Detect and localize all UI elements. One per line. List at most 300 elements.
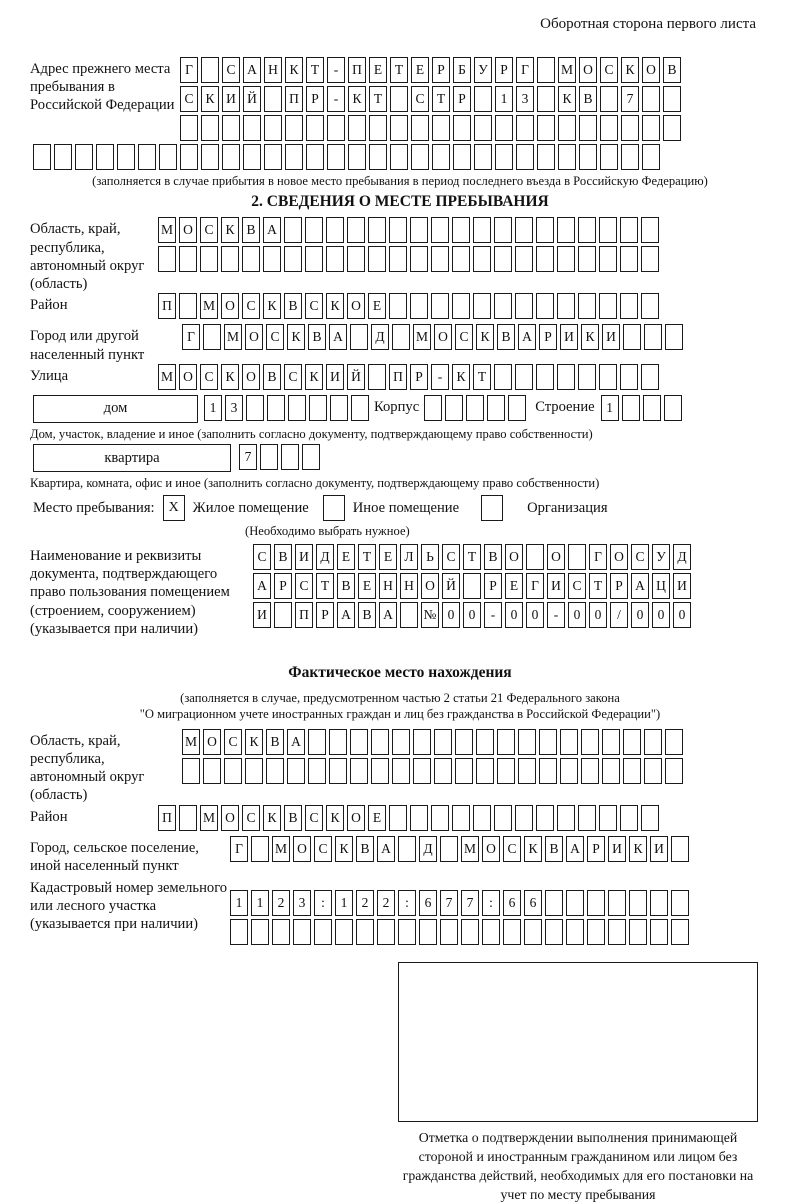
char-cell[interactable]	[536, 805, 554, 831]
char-cell[interactable]: С	[224, 729, 242, 755]
char-cell[interactable]	[410, 805, 428, 831]
char-cell[interactable]	[398, 836, 416, 862]
char-cell[interactable]: К	[263, 805, 281, 831]
char-cell[interactable]: С	[200, 217, 218, 243]
char-cell[interactable]	[351, 395, 369, 421]
char-cell[interactable]	[461, 919, 479, 945]
char-cell[interactable]	[516, 144, 534, 170]
char-cell[interactable]: А	[329, 324, 347, 350]
char-cell[interactable]	[557, 805, 575, 831]
char-cell[interactable]: С	[503, 836, 521, 862]
char-cell[interactable]	[413, 729, 431, 755]
char-cell[interactable]	[267, 395, 285, 421]
char-cell[interactable]	[431, 246, 449, 272]
char-cell[interactable]	[348, 144, 366, 170]
char-cell[interactable]: М	[558, 57, 576, 83]
char-cell[interactable]	[201, 115, 219, 141]
char-cell[interactable]: А	[518, 324, 536, 350]
char-cell[interactable]: И	[222, 86, 240, 112]
char-cell[interactable]: К	[581, 324, 599, 350]
char-cell[interactable]	[371, 729, 389, 755]
char-cell[interactable]: В	[497, 324, 515, 350]
apartment-box[interactable]: квартира	[33, 444, 231, 472]
char-cell[interactable]: О	[221, 805, 239, 831]
char-cell[interactable]: О	[610, 544, 628, 570]
char-cell[interactable]	[643, 395, 661, 421]
char-cell[interactable]	[453, 115, 471, 141]
char-cell[interactable]: Ь	[421, 544, 439, 570]
char-cell[interactable]	[293, 919, 311, 945]
stay-type-checkbox-org[interactable]	[481, 495, 503, 521]
char-cell[interactable]	[515, 246, 533, 272]
house-box[interactable]: дом	[33, 395, 198, 423]
char-cell[interactable]: В	[284, 293, 302, 319]
char-cell[interactable]	[566, 919, 584, 945]
char-cell[interactable]: 0	[652, 602, 670, 628]
char-cell[interactable]: Г	[180, 57, 198, 83]
char-cell[interactable]	[350, 324, 368, 350]
char-cell[interactable]	[455, 758, 473, 784]
char-cell[interactable]	[33, 144, 51, 170]
char-cell[interactable]: Т	[306, 57, 324, 83]
char-cell[interactable]: Е	[369, 57, 387, 83]
char-cell[interactable]	[482, 919, 500, 945]
char-cell[interactable]	[201, 144, 219, 170]
char-cell[interactable]: :	[314, 890, 332, 916]
char-cell[interactable]	[369, 115, 387, 141]
char-cell[interactable]	[629, 919, 647, 945]
char-cell[interactable]	[579, 144, 597, 170]
char-cell[interactable]: К	[558, 86, 576, 112]
char-cell[interactable]: :	[398, 890, 416, 916]
char-cell[interactable]	[266, 758, 284, 784]
char-cell[interactable]: 1	[251, 890, 269, 916]
char-cell[interactable]: В	[242, 217, 260, 243]
char-cell[interactable]: 3	[293, 890, 311, 916]
char-cell[interactable]	[54, 144, 72, 170]
char-cell[interactable]: К	[201, 86, 219, 112]
char-cell[interactable]	[537, 86, 555, 112]
char-cell[interactable]	[557, 246, 575, 272]
char-cell[interactable]: 2	[356, 890, 374, 916]
char-cell[interactable]	[434, 758, 452, 784]
char-cell[interactable]	[566, 890, 584, 916]
char-cell[interactable]	[377, 919, 395, 945]
char-cell[interactable]: Р	[539, 324, 557, 350]
char-cell[interactable]	[96, 144, 114, 170]
char-cell[interactable]	[650, 919, 668, 945]
char-cell[interactable]	[599, 293, 617, 319]
char-cell[interactable]: С	[180, 86, 198, 112]
char-cell[interactable]: И	[608, 836, 626, 862]
char-cell[interactable]: А	[631, 573, 649, 599]
char-cell[interactable]	[557, 217, 575, 243]
char-cell[interactable]	[287, 758, 305, 784]
char-cell[interactable]: О	[242, 364, 260, 390]
char-cell[interactable]: М	[461, 836, 479, 862]
char-cell[interactable]	[474, 115, 492, 141]
char-cell[interactable]: И	[602, 324, 620, 350]
char-cell[interactable]	[536, 246, 554, 272]
char-cell[interactable]: О	[293, 836, 311, 862]
char-cell[interactable]	[452, 293, 470, 319]
char-cell[interactable]	[245, 758, 263, 784]
char-cell[interactable]	[578, 246, 596, 272]
char-cell[interactable]	[264, 115, 282, 141]
char-cell[interactable]	[641, 246, 659, 272]
char-cell[interactable]	[264, 86, 282, 112]
char-cell[interactable]: Л	[400, 544, 418, 570]
char-cell[interactable]: И	[295, 544, 313, 570]
char-cell[interactable]: М	[200, 805, 218, 831]
char-cell[interactable]	[431, 217, 449, 243]
char-cell[interactable]	[369, 144, 387, 170]
char-cell[interactable]: О	[482, 836, 500, 862]
char-cell[interactable]	[641, 364, 659, 390]
char-cell[interactable]	[663, 86, 681, 112]
char-cell[interactable]	[452, 246, 470, 272]
char-cell[interactable]: М	[158, 217, 176, 243]
char-cell[interactable]	[347, 246, 365, 272]
char-cell[interactable]: Т	[390, 57, 408, 83]
char-cell[interactable]: П	[158, 293, 176, 319]
char-cell[interactable]	[264, 144, 282, 170]
char-cell[interactable]: 6	[524, 890, 542, 916]
char-cell[interactable]: В	[266, 729, 284, 755]
char-cell[interactable]: 1	[204, 395, 222, 421]
char-cell[interactable]	[476, 729, 494, 755]
char-cell[interactable]	[608, 919, 626, 945]
char-cell[interactable]	[335, 919, 353, 945]
char-cell[interactable]	[230, 919, 248, 945]
char-cell[interactable]	[445, 395, 463, 421]
char-cell[interactable]: Н	[264, 57, 282, 83]
char-cell[interactable]: Р	[610, 573, 628, 599]
char-cell[interactable]: Р	[316, 602, 334, 628]
char-cell[interactable]: О	[179, 364, 197, 390]
char-cell[interactable]	[545, 890, 563, 916]
char-cell[interactable]: К	[524, 836, 542, 862]
char-cell[interactable]	[389, 246, 407, 272]
char-cell[interactable]	[537, 144, 555, 170]
char-cell[interactable]	[641, 217, 659, 243]
char-cell[interactable]	[644, 324, 662, 350]
char-cell[interactable]	[389, 805, 407, 831]
char-cell[interactable]	[642, 144, 660, 170]
char-cell[interactable]: А	[566, 836, 584, 862]
char-cell[interactable]	[560, 758, 578, 784]
char-cell[interactable]: О	[642, 57, 660, 83]
char-cell[interactable]: 1	[335, 890, 353, 916]
char-cell[interactable]	[587, 890, 605, 916]
char-cell[interactable]	[440, 836, 458, 862]
char-cell[interactable]	[452, 805, 470, 831]
char-cell[interactable]: Т	[369, 86, 387, 112]
char-cell[interactable]: Е	[368, 293, 386, 319]
char-cell[interactable]	[671, 919, 689, 945]
char-cell[interactable]	[243, 115, 261, 141]
char-cell[interactable]: О	[347, 293, 365, 319]
char-cell[interactable]: 7	[440, 890, 458, 916]
char-cell[interactable]	[434, 729, 452, 755]
char-cell[interactable]	[641, 293, 659, 319]
char-cell[interactable]: Е	[337, 544, 355, 570]
char-cell[interactable]	[390, 115, 408, 141]
char-cell[interactable]	[642, 115, 660, 141]
char-cell[interactable]	[368, 364, 386, 390]
char-cell[interactable]: С	[284, 364, 302, 390]
char-cell[interactable]: В	[484, 544, 502, 570]
char-cell[interactable]	[281, 444, 299, 470]
char-cell[interactable]: С	[314, 836, 332, 862]
char-cell[interactable]: Е	[411, 57, 429, 83]
char-cell[interactable]: К	[287, 324, 305, 350]
char-cell[interactable]	[663, 115, 681, 141]
char-cell[interactable]	[251, 919, 269, 945]
char-cell[interactable]	[621, 144, 639, 170]
char-cell[interactable]	[432, 144, 450, 170]
char-cell[interactable]	[557, 293, 575, 319]
char-cell[interactable]	[600, 86, 618, 112]
char-cell[interactable]: С	[568, 573, 586, 599]
char-cell[interactable]	[392, 729, 410, 755]
char-cell[interactable]: О	[547, 544, 565, 570]
char-cell[interactable]	[203, 758, 221, 784]
char-cell[interactable]: -	[547, 602, 565, 628]
char-cell[interactable]	[620, 364, 638, 390]
char-cell[interactable]	[260, 444, 278, 470]
char-cell[interactable]	[390, 144, 408, 170]
char-cell[interactable]: К	[348, 86, 366, 112]
char-cell[interactable]	[329, 758, 347, 784]
char-cell[interactable]	[389, 217, 407, 243]
char-cell[interactable]: С	[222, 57, 240, 83]
char-cell[interactable]	[350, 758, 368, 784]
char-cell[interactable]: Г	[516, 57, 534, 83]
char-cell[interactable]: У	[652, 544, 670, 570]
char-cell[interactable]	[644, 729, 662, 755]
char-cell[interactable]	[599, 364, 617, 390]
char-cell[interactable]	[494, 293, 512, 319]
char-cell[interactable]	[411, 115, 429, 141]
char-cell[interactable]	[578, 364, 596, 390]
char-cell[interactable]	[179, 293, 197, 319]
char-cell[interactable]: М	[224, 324, 242, 350]
char-cell[interactable]: О	[421, 573, 439, 599]
char-cell[interactable]	[620, 217, 638, 243]
char-cell[interactable]: О	[434, 324, 452, 350]
char-cell[interactable]	[665, 324, 683, 350]
char-cell[interactable]: 0	[631, 602, 649, 628]
char-cell[interactable]: Т	[316, 573, 334, 599]
char-cell[interactable]	[622, 395, 640, 421]
stay-type-checkbox-zhiloe[interactable]: X	[163, 495, 185, 521]
char-cell[interactable]	[326, 246, 344, 272]
char-cell[interactable]	[621, 115, 639, 141]
char-cell[interactable]	[650, 890, 668, 916]
char-cell[interactable]: С	[242, 293, 260, 319]
char-cell[interactable]: №	[421, 602, 439, 628]
char-cell[interactable]: С	[411, 86, 429, 112]
char-cell[interactable]: В	[579, 86, 597, 112]
char-cell[interactable]: Г	[526, 573, 544, 599]
char-cell[interactable]	[302, 444, 320, 470]
char-cell[interactable]: Т	[473, 364, 491, 390]
char-cell[interactable]: Д	[316, 544, 334, 570]
char-cell[interactable]: А	[379, 602, 397, 628]
char-cell[interactable]	[602, 758, 620, 784]
char-cell[interactable]	[494, 217, 512, 243]
char-cell[interactable]: Е	[379, 544, 397, 570]
char-cell[interactable]	[179, 246, 197, 272]
char-cell[interactable]	[314, 919, 332, 945]
char-cell[interactable]	[180, 115, 198, 141]
char-cell[interactable]	[284, 246, 302, 272]
char-cell[interactable]: М	[272, 836, 290, 862]
char-cell[interactable]	[568, 544, 586, 570]
char-cell[interactable]	[578, 805, 596, 831]
char-cell[interactable]	[620, 246, 638, 272]
char-cell[interactable]: Е	[358, 573, 376, 599]
char-cell[interactable]	[581, 758, 599, 784]
char-cell[interactable]: Г	[230, 836, 248, 862]
char-cell[interactable]	[503, 919, 521, 945]
char-cell[interactable]	[308, 758, 326, 784]
char-cell[interactable]	[440, 919, 458, 945]
char-cell[interactable]	[518, 758, 536, 784]
char-cell[interactable]: А	[287, 729, 305, 755]
char-cell[interactable]: А	[263, 217, 281, 243]
char-cell[interactable]: С	[266, 324, 284, 350]
char-cell[interactable]	[539, 729, 557, 755]
char-cell[interactable]: 0	[463, 602, 481, 628]
char-cell[interactable]: Р	[484, 573, 502, 599]
char-cell[interactable]	[284, 217, 302, 243]
char-cell[interactable]	[431, 293, 449, 319]
char-cell[interactable]: :	[482, 890, 500, 916]
char-cell[interactable]	[545, 919, 563, 945]
char-cell[interactable]	[602, 729, 620, 755]
char-cell[interactable]	[221, 246, 239, 272]
char-cell[interactable]: О	[221, 293, 239, 319]
char-cell[interactable]: /	[610, 602, 628, 628]
char-cell[interactable]	[620, 293, 638, 319]
char-cell[interactable]	[629, 890, 647, 916]
char-cell[interactable]: Д	[371, 324, 389, 350]
char-cell[interactable]	[536, 293, 554, 319]
char-cell[interactable]	[224, 758, 242, 784]
char-cell[interactable]	[158, 246, 176, 272]
char-cell[interactable]: -	[327, 86, 345, 112]
char-cell[interactable]	[327, 115, 345, 141]
char-cell[interactable]	[413, 758, 431, 784]
char-cell[interactable]: Р	[432, 57, 450, 83]
char-cell[interactable]	[243, 144, 261, 170]
char-cell[interactable]	[431, 805, 449, 831]
char-cell[interactable]: С	[455, 324, 473, 350]
char-cell[interactable]: В	[308, 324, 326, 350]
char-cell[interactable]	[473, 217, 491, 243]
char-cell[interactable]: И	[326, 364, 344, 390]
char-cell[interactable]	[578, 217, 596, 243]
char-cell[interactable]: И	[560, 324, 578, 350]
char-cell[interactable]	[495, 115, 513, 141]
char-cell[interactable]: С	[242, 805, 260, 831]
char-cell[interactable]	[347, 217, 365, 243]
char-cell[interactable]: П	[285, 86, 303, 112]
char-cell[interactable]: С	[305, 805, 323, 831]
char-cell[interactable]: А	[337, 602, 355, 628]
char-cell[interactable]	[487, 395, 505, 421]
char-cell[interactable]	[410, 246, 428, 272]
char-cell[interactable]	[329, 729, 347, 755]
char-cell[interactable]	[536, 364, 554, 390]
char-cell[interactable]	[453, 144, 471, 170]
char-cell[interactable]: 1	[230, 890, 248, 916]
char-cell[interactable]	[539, 758, 557, 784]
char-cell[interactable]: П	[295, 602, 313, 628]
char-cell[interactable]	[515, 805, 533, 831]
char-cell[interactable]	[526, 544, 544, 570]
char-cell[interactable]	[623, 324, 641, 350]
char-cell[interactable]	[159, 144, 177, 170]
char-cell[interactable]	[579, 115, 597, 141]
char-cell[interactable]: П	[348, 57, 366, 83]
char-cell[interactable]	[497, 758, 515, 784]
char-cell[interactable]	[222, 115, 240, 141]
char-cell[interactable]	[600, 115, 618, 141]
char-cell[interactable]	[263, 246, 281, 272]
char-cell[interactable]	[641, 805, 659, 831]
char-cell[interactable]: В	[284, 805, 302, 831]
char-cell[interactable]	[452, 217, 470, 243]
char-cell[interactable]	[623, 758, 641, 784]
char-cell[interactable]: Й	[442, 573, 460, 599]
char-cell[interactable]	[306, 115, 324, 141]
char-cell[interactable]	[494, 364, 512, 390]
char-cell[interactable]: Д	[673, 544, 691, 570]
char-cell[interactable]	[558, 115, 576, 141]
char-cell[interactable]	[306, 144, 324, 170]
char-cell[interactable]	[285, 115, 303, 141]
char-cell[interactable]	[473, 293, 491, 319]
char-cell[interactable]	[600, 144, 618, 170]
char-cell[interactable]: Г	[182, 324, 200, 350]
char-cell[interactable]: К	[245, 729, 263, 755]
char-cell[interactable]	[537, 115, 555, 141]
char-cell[interactable]	[117, 144, 135, 170]
char-cell[interactable]: И	[547, 573, 565, 599]
char-cell[interactable]: Е	[505, 573, 523, 599]
char-cell[interactable]: -	[431, 364, 449, 390]
char-cell[interactable]: С	[442, 544, 460, 570]
char-cell[interactable]: В	[356, 836, 374, 862]
char-cell[interactable]: И	[673, 573, 691, 599]
char-cell[interactable]: С	[200, 364, 218, 390]
char-cell[interactable]: М	[413, 324, 431, 350]
char-cell[interactable]: Р	[410, 364, 428, 390]
char-cell[interactable]: Т	[358, 544, 376, 570]
char-cell[interactable]	[455, 729, 473, 755]
char-cell[interactable]	[671, 890, 689, 916]
char-cell[interactable]: К	[452, 364, 470, 390]
char-cell[interactable]: О	[245, 324, 263, 350]
char-cell[interactable]	[180, 144, 198, 170]
char-cell[interactable]	[518, 729, 536, 755]
char-cell[interactable]: П	[158, 805, 176, 831]
char-cell[interactable]	[368, 246, 386, 272]
char-cell[interactable]	[288, 395, 306, 421]
